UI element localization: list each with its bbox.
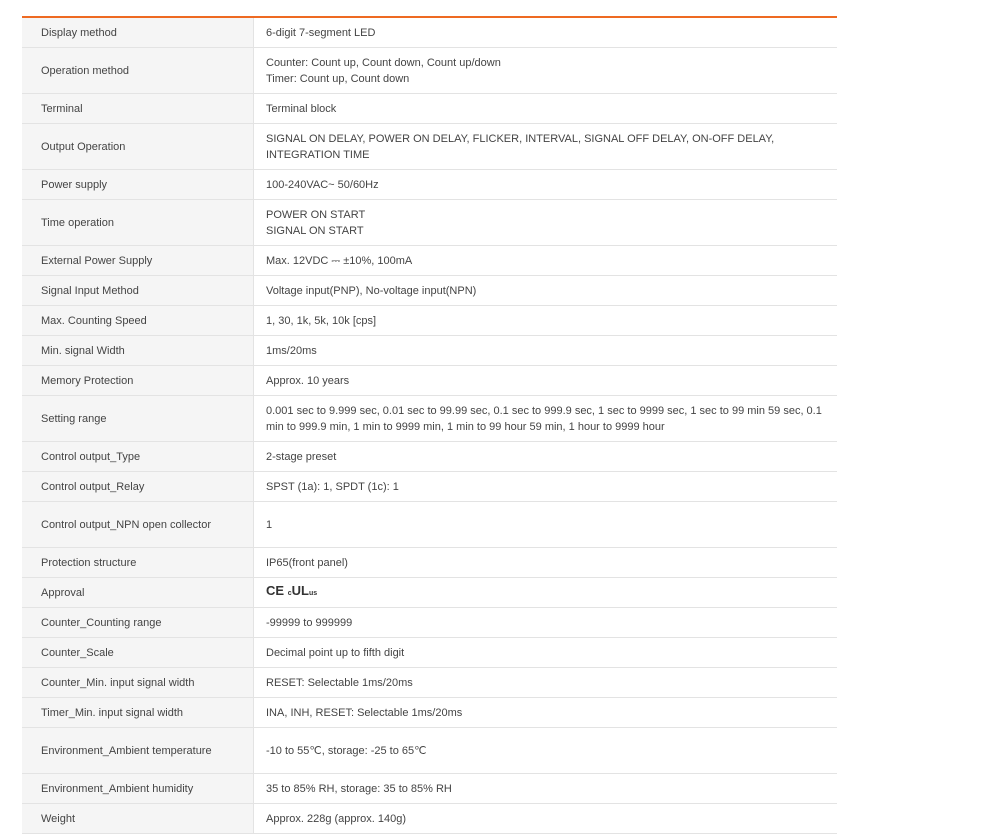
ul-mark-icon: UL	[291, 583, 309, 598]
spec-value: RESET: Selectable 1ms/20ms	[254, 668, 838, 698]
spec-row	[22, 578, 837, 608]
spec-value-line: POWER ON START SIGNAL ON START	[266, 208, 366, 237]
spec-value: 1	[254, 502, 838, 548]
spec-value: 2-stage preset	[254, 442, 838, 472]
spec-label: Counter_Scale	[22, 638, 254, 668]
spec-row	[22, 246, 837, 276]
spec-value	[254, 200, 838, 246]
spec-label: Approval	[22, 578, 254, 608]
spec-row	[22, 336, 837, 366]
spec-row	[22, 396, 837, 442]
spec-value: 1ms/20ms	[254, 336, 838, 366]
spec-label: Weight	[22, 804, 254, 834]
spec-row	[22, 17, 837, 48]
spec-row	[22, 638, 837, 668]
spec-label: Protection structure	[22, 548, 254, 578]
spec-value: Voltage input(PNP), No-voltage input(NPN)	[254, 276, 838, 306]
spec-label: Output Operation	[22, 124, 254, 170]
spec-label: Control output_Type	[22, 442, 254, 472]
spec-row	[22, 608, 837, 638]
spec-value: Max. 12VDC ⎓ ±10%, 100mA	[254, 246, 838, 276]
spec-row	[22, 124, 837, 170]
spec-label: Control output_NPN open collector	[22, 502, 254, 548]
spec-label: Counter_Min. input signal width	[22, 668, 254, 698]
spec-row	[22, 548, 837, 578]
spec-value: IP65(front panel)	[254, 548, 838, 578]
spec-row	[22, 728, 837, 774]
spec-value: 6-digit 7-segment LED	[254, 17, 838, 48]
spec-label: Time operation	[22, 200, 254, 246]
spec-table	[22, 16, 837, 834]
spec-row	[22, 200, 837, 246]
spec-value: Approx. 228g (approx. 140g)	[254, 804, 838, 834]
spec-label: Setting range	[22, 396, 254, 442]
spec-label: Max. Counting Speed	[22, 306, 254, 336]
spec-value	[254, 48, 838, 94]
spec-label: Signal Input Method	[22, 276, 254, 306]
spec-row	[22, 804, 837, 834]
spec-value: INA, INH, RESET: Selectable 1ms/20ms	[254, 698, 838, 728]
spec-value: 35 to 85% RH, storage: 35 to 85% RH	[254, 774, 838, 804]
spec-label: Environment_Ambient humidity	[22, 774, 254, 804]
c-mark: c	[287, 590, 292, 597]
spec-value-line: Counter: Count up, Count down, Count up/down Timer: Count up, Count down	[266, 56, 501, 85]
spec-label: Environment_Ambient temperature	[22, 728, 254, 774]
spec-value: 0.001 sec to 9.999 sec, 0.01 sec to 99.99 sec, 0.1 sec to 999.9 sec, 1 sec to 9999 sec, 1 sec to 99 min 59 sec, 0.1 min to 999.9 min, 1 min to 9999 min, 1 min to 99 hour 59 min, 1 hour to 9999 hour	[254, 396, 838, 442]
spec-value: -10 to 55℃, storage: -25 to 65℃	[254, 728, 838, 774]
spec-value: -99999 to 999999	[254, 608, 838, 638]
spec-row	[22, 442, 837, 472]
spec-label: Terminal	[22, 94, 254, 124]
spec-row	[22, 472, 837, 502]
spec-row	[22, 306, 837, 336]
spec-value: 100-240VAC~ 50/60Hz	[254, 170, 838, 200]
spec-value: Approx. 10 years	[254, 366, 838, 396]
spec-value: Decimal point up to fifth digit	[254, 638, 838, 668]
spec-row	[22, 502, 837, 548]
spec-row	[22, 668, 837, 698]
us-mark: us	[308, 590, 318, 597]
spec-row	[22, 774, 837, 804]
spec-label: Display method	[22, 17, 254, 48]
spec-value	[254, 578, 838, 608]
spec-label: Control output_Relay	[22, 472, 254, 502]
spec-value: Terminal block	[254, 94, 838, 124]
spec-value: SPST (1a): 1, SPDT (1c): 1	[254, 472, 838, 502]
spec-row	[22, 94, 837, 124]
spec-label: Power supply	[22, 170, 254, 200]
spec-row	[22, 366, 837, 396]
spec-row	[22, 698, 837, 728]
spec-label: External Power Supply	[22, 246, 254, 276]
spec-label: Timer_Min. input signal width	[22, 698, 254, 728]
certification-marks	[266, 583, 317, 598]
spec-row	[22, 48, 837, 94]
ce-mark-icon: CE	[266, 583, 285, 598]
spec-value: 1, 30, 1k, 5k, 10k [cps]	[254, 306, 838, 336]
spec-row	[22, 170, 837, 200]
spec-label: Operation method	[22, 48, 254, 94]
spec-label: Memory Protection	[22, 366, 254, 396]
spec-label: Counter_Counting range	[22, 608, 254, 638]
spec-value: SIGNAL ON DELAY, POWER ON DELAY, FLICKER, INTERVAL, SIGNAL OFF DELAY, ON-OFF DELAY, INTEGRATION TIME	[254, 124, 838, 170]
spec-label: Min. signal Width	[22, 336, 254, 366]
spec-row	[22, 276, 837, 306]
